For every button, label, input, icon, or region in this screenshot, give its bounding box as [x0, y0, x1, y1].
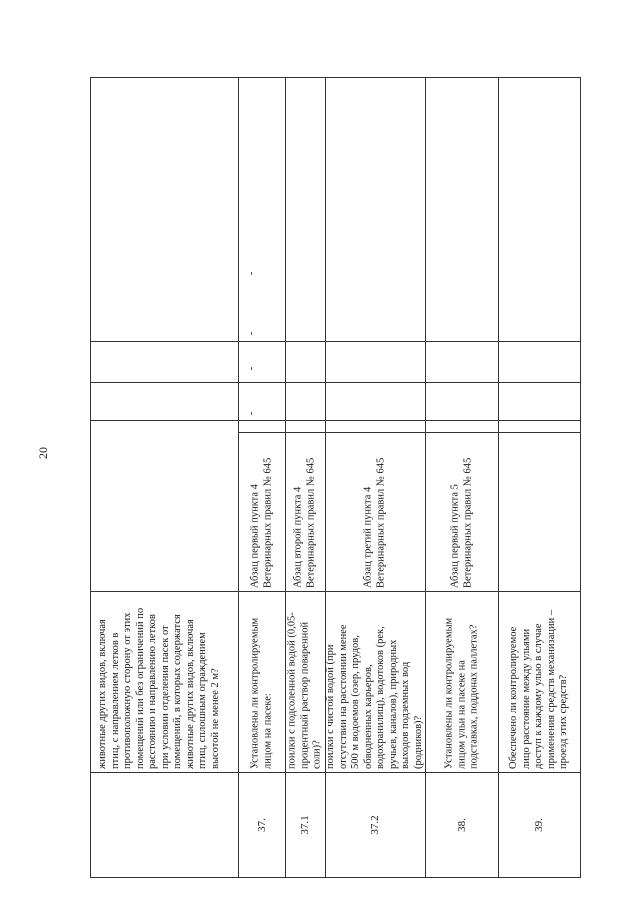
question-line: Установлены ли контролируемым	[249, 617, 260, 769]
reference-line: Ветеринарных правил № 645	[305, 457, 316, 588]
question-line: водохранилищ), водотоков (рек,	[375, 626, 386, 769]
row-number: 37.1	[298, 814, 311, 835]
question-line: обводненных карьеров,	[362, 664, 374, 769]
question-line: поилки с чистой водой (при	[325, 644, 336, 769]
question-line: птиц, с направлением летков в	[109, 632, 121, 769]
reference-cell	[238, 420, 285, 590]
question-line: Обеспечено ли контролируемое	[507, 626, 519, 769]
question-line: проезд этих средств?	[557, 674, 569, 769]
reference-cell	[425, 420, 498, 590]
question-line: птиц, сплошным ограждением	[197, 632, 208, 769]
reference-line: Абзац второй пункта 4	[292, 486, 304, 588]
question-cell	[325, 591, 425, 771]
question-line: процентный раствор поваренной	[298, 621, 310, 769]
question-line: лицом ульи на пасеке на	[455, 660, 467, 769]
question-line: помещений или без ограничений по	[134, 607, 146, 769]
requirements-table	[90, 77, 580, 877]
row-number: 37.2	[368, 814, 381, 835]
question-line: противоположную сторону от этих	[122, 612, 133, 769]
question-line: помещений, в которых содержатся	[172, 614, 183, 769]
question-line: 500 м водоемов (озер, прудов,	[350, 635, 361, 769]
question-cell	[285, 591, 325, 771]
table-row-continued	[90, 591, 238, 771]
question-cell	[498, 591, 580, 771]
question-line: лицом на пасеке:	[261, 693, 273, 769]
question-line: лицо расстояние между ульями	[520, 628, 532, 769]
question-line: ручьев, каналов), природных	[387, 639, 399, 769]
question-line: выходов подземных вод	[400, 661, 411, 769]
reference-cell	[285, 420, 325, 590]
question-line: животные других видов, включая	[184, 619, 196, 769]
question-line: расстоянию и направлению летков	[147, 614, 158, 769]
question-line: животные других видов, включая	[97, 619, 108, 769]
question-line: высотой не менее 2 м?	[209, 668, 221, 769]
question-cell	[425, 591, 498, 771]
reference-cell	[325, 420, 425, 590]
question-line: соли)?	[311, 740, 323, 769]
question-line: применения средств механизации –	[545, 609, 557, 769]
tick-mark	[251, 367, 252, 370]
row-number: 37.	[255, 817, 268, 832]
page-number: 20	[36, 447, 50, 459]
tick-mark	[251, 332, 252, 335]
row-number: 39.	[532, 817, 545, 832]
question-line: Установлены ли контролируемым	[442, 617, 454, 769]
tick-mark	[251, 272, 252, 275]
question-line: (родников)?	[412, 715, 424, 769]
row-number: 38.	[455, 817, 468, 832]
reference-line: Ветеринарных правил № 645	[261, 457, 273, 588]
question-line: поилки с подсоленной водой (0,05-	[286, 612, 298, 769]
question-line: подставках, поддонах паллетах?	[467, 624, 479, 769]
reference-line: Абзац первый пункта 5	[449, 484, 460, 588]
reference-line: Абзац первый пункта 4	[249, 484, 260, 588]
question-line: отсутствии на расстоянии менее	[337, 624, 349, 769]
question-cell	[238, 591, 285, 771]
question-line: при условии отделения пасек от	[159, 625, 171, 769]
question-text	[97, 593, 231, 769]
reference-line: Ветеринарных правил № 645	[375, 457, 386, 588]
reference-line: Ветеринарных правил № 645	[461, 457, 473, 588]
tick-mark	[251, 412, 252, 415]
reference-line: Абзац третий пункта 4	[362, 486, 374, 588]
question-line: доступ к каждому улью в случае	[532, 623, 544, 769]
